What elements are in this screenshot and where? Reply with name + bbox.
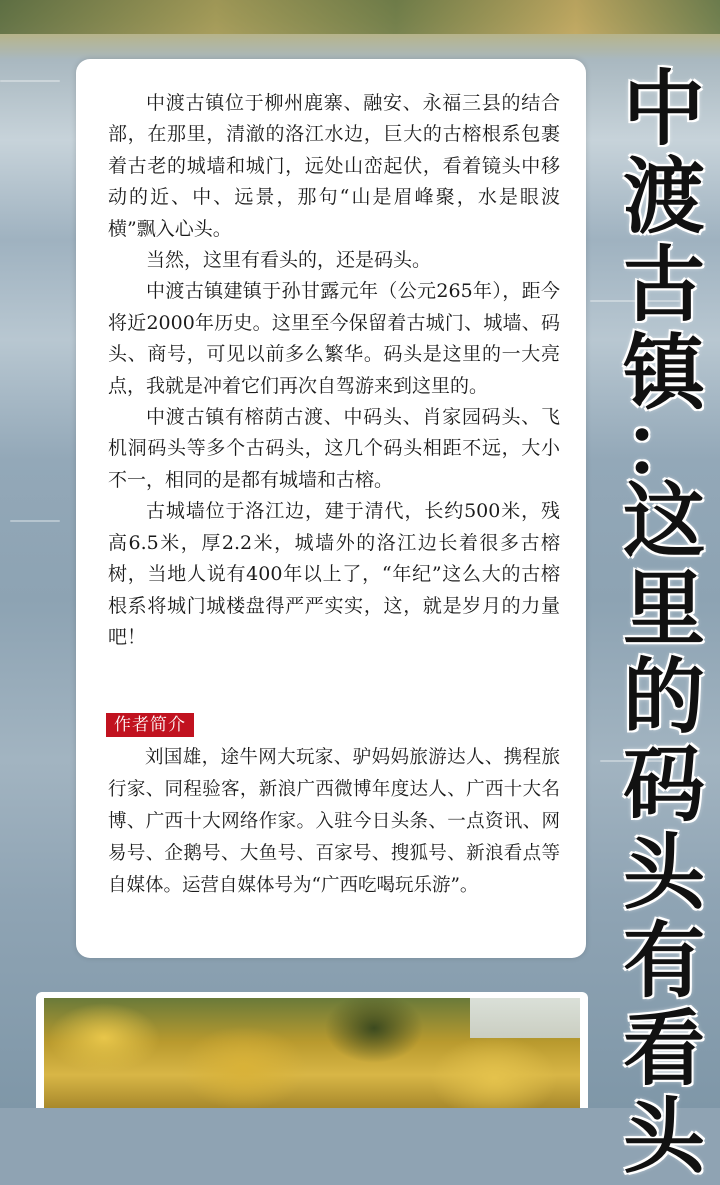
author-bio-text: 刘国雄，途牛网大玩家、驴妈妈旅游达人、携程旅行家、同程验客，新浪广西微博年度达人、广西十大名博、广西十大网络作家。入驻今日头条、一点资讯、网易号、企鹅号、大鱼号、百家号、搜狐号、新浪看点等自媒体。运营自媒体号为“广西吃喝玩乐游”。 [108, 747, 560, 896]
banyan-trees-photo [44, 998, 580, 1108]
article-paragraph: 中渡古镇建镇于孙甘露元年（公元265年），距今将近2000年历史。这里至今保留着古城门、城墙、码头、商号，可见以前多么繁华。码头是这里的一大亮点，我就是冲着它们再次自驾游来到这里的。 [108, 280, 560, 397]
article-paragraph: 当然，这里有看头的，还是码头。 [146, 249, 432, 272]
title-char: 古 [622, 238, 705, 333]
water-ripple [10, 520, 60, 522]
title-char: 镇 [622, 326, 705, 421]
title-char: 这 [622, 474, 705, 569]
article-body [108, 88, 560, 653]
title-char: 里 [622, 562, 705, 657]
author-bio-label: 作者简介 [106, 713, 194, 737]
water-ripple [0, 80, 60, 82]
article-paragraph: 古城墙位于洛江边，建于清代，长约500米，残高6.5米，厚2.2米，城墙外的洛江边长着很多古榕树，当地人说有400年以上了，“年纪”这么大的古榕根系将城门城楼盘得严严实实，这，就是岁月的力量吧！ [108, 500, 560, 648]
title-char: 中 [622, 62, 705, 157]
riverbank-trees [0, 0, 720, 34]
title-char: 有 [622, 914, 705, 1009]
title-char: 看 [622, 1002, 705, 1097]
page-title [614, 62, 714, 1185]
title-char: 渡 [622, 150, 705, 245]
photo-sky [470, 998, 580, 1038]
article-paragraph: 中渡古镇有榕荫古渡、中码头、肖家园码头、飞机洞码头等多个古码头，这几个码头相距不远，大小不一，相同的是都有城墙和古榕。 [108, 406, 560, 491]
title-char: 头 [622, 1090, 705, 1185]
article-paragraph: 中渡古镇位于柳州鹿寨、融安、永福三县的结合部，在那里，清澈的洛江水边，巨大的古榕根系包裹着古老的城墙和城门，远处山峦起伏，看着镜头中移动的近、中、远景，那句“山是眉峰聚，水是眼波横”飘入心头。 [108, 92, 560, 240]
title-char: 的 [622, 650, 705, 745]
author-bio [108, 742, 560, 902]
title-char: 头 [622, 826, 705, 921]
title-char: 码 [622, 738, 705, 833]
title-char: ： [622, 400, 705, 495]
